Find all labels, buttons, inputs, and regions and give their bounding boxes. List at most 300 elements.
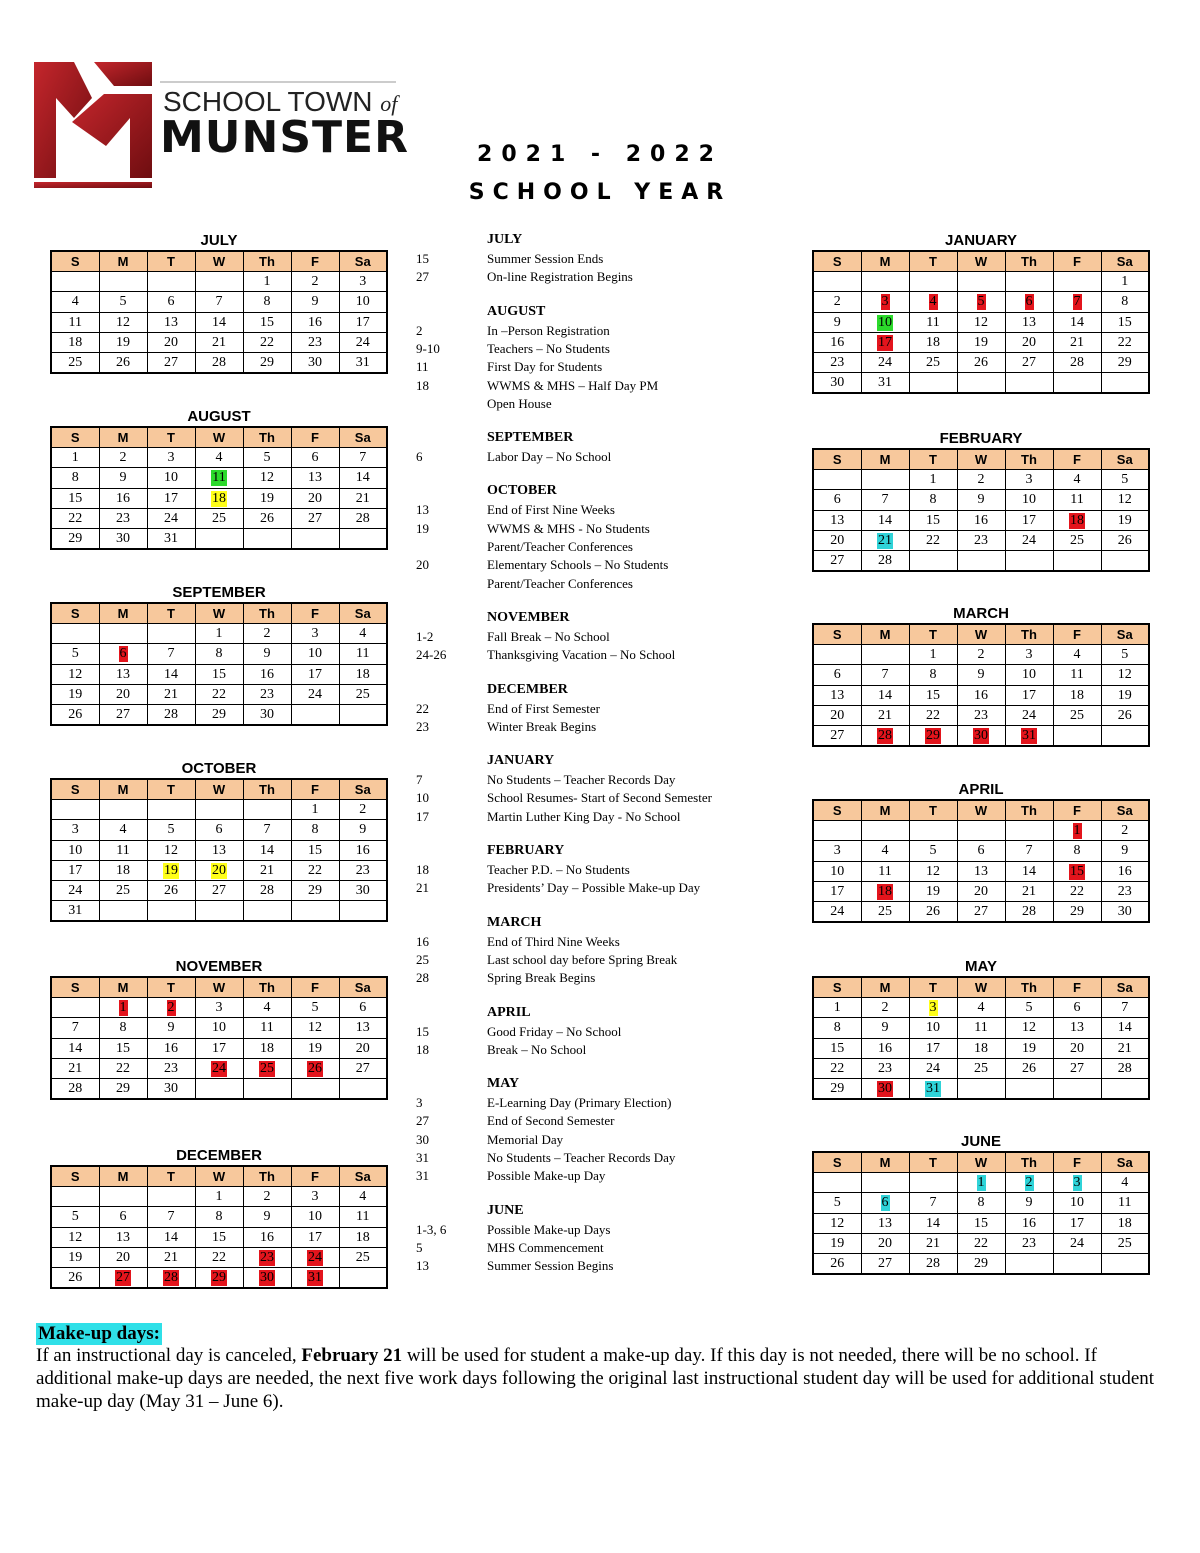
- day-header: T: [147, 779, 195, 800]
- highlighted-day: 6: [881, 1195, 889, 1211]
- calendar-july: [50, 232, 388, 374]
- day-cell: 31: [861, 373, 909, 394]
- day-cell: [51, 800, 99, 820]
- highlighted-day: 20: [212, 862, 226, 878]
- highlighted-day: 21: [878, 532, 892, 548]
- day-cell: 18: [339, 1227, 387, 1247]
- day-cell: 24: [291, 684, 339, 704]
- event-description: Memorial Day: [487, 1131, 564, 1147]
- day-cell: [243, 1078, 291, 1099]
- day-cell: 20: [957, 881, 1005, 901]
- day-header: S: [813, 251, 861, 272]
- day-cell: [1053, 1078, 1101, 1099]
- day-cell: 16: [291, 312, 339, 332]
- day-cell: [51, 1187, 99, 1207]
- day-header: Th: [243, 1166, 291, 1187]
- calendar-grid: [50, 778, 388, 922]
- month-name: FEBRUARY: [939, 430, 1023, 447]
- week-row: [813, 1253, 1149, 1274]
- event-date: 9-10: [416, 340, 440, 356]
- day-cell: 16: [813, 332, 861, 352]
- day-cell: 24: [909, 1058, 957, 1078]
- day-cell: [147, 860, 195, 880]
- day-cell: 25: [861, 901, 909, 922]
- day-cell: 17: [195, 1038, 243, 1058]
- highlighted-day: 18: [878, 883, 892, 899]
- day-cell: 11: [51, 312, 99, 332]
- day-cell: 7: [909, 1193, 957, 1213]
- day-cell: 7: [51, 1018, 99, 1038]
- highlighted-day: 11: [212, 470, 226, 486]
- day-cell: 6: [291, 448, 339, 468]
- week-row: [51, 1187, 387, 1207]
- calendar-grid: [50, 1165, 388, 1289]
- day-cell: 17: [813, 881, 861, 901]
- day-cell: [861, 312, 909, 332]
- day-cell: [195, 468, 243, 488]
- day-cell: 15: [243, 312, 291, 332]
- day-header: T: [909, 800, 957, 821]
- day-cell: [909, 272, 957, 292]
- day-cell: [909, 550, 957, 571]
- day-header: W: [195, 427, 243, 448]
- day-cell: 5: [909, 841, 957, 861]
- day-header: M: [99, 977, 147, 998]
- day-cell: [1005, 1253, 1053, 1274]
- day-cell: 7: [243, 820, 291, 840]
- day-cell: 8: [909, 665, 957, 685]
- day-cell: 8: [291, 820, 339, 840]
- day-cell: [1053, 861, 1101, 881]
- day-cell: 4: [339, 1187, 387, 1207]
- day-cell: [1005, 550, 1053, 571]
- week-row: [51, 644, 387, 664]
- day-cell: 22: [909, 705, 957, 725]
- day-cell: 13: [813, 685, 861, 705]
- day-cell: 13: [147, 312, 195, 332]
- day-cell: 30: [339, 880, 387, 900]
- day-cell: [1101, 1078, 1149, 1099]
- day-cell: 18: [1101, 1213, 1149, 1233]
- calendar-august: [50, 408, 388, 550]
- day-cell: [339, 1267, 387, 1288]
- day-cell: 13: [1053, 1018, 1101, 1038]
- day-cell: 8: [1053, 841, 1101, 861]
- day-cell: 8: [195, 644, 243, 664]
- event-date: 5: [416, 1239, 423, 1255]
- event-description: Elementary Schools – No Students: [487, 557, 669, 573]
- day-cell: 27: [957, 901, 1005, 922]
- day-cell: 1: [51, 448, 99, 468]
- day-cell: 10: [147, 468, 195, 488]
- day-cell: [195, 1078, 243, 1099]
- day-cell: 9: [243, 1207, 291, 1227]
- day-cell: 10: [813, 861, 861, 881]
- day-cell: [957, 821, 1005, 841]
- day-cell: 23: [99, 508, 147, 528]
- event-date: 2: [416, 322, 423, 338]
- day-cell: 9: [1101, 841, 1149, 861]
- highlighted-day: 7: [1073, 294, 1081, 310]
- day-cell: 12: [1101, 490, 1149, 510]
- day-cell: [51, 272, 99, 292]
- day-cell: [291, 704, 339, 725]
- day-cell: 3: [195, 998, 243, 1018]
- day-cell: 25: [909, 352, 957, 372]
- day-cell: 29: [291, 880, 339, 900]
- day-header: Th: [1005, 977, 1053, 998]
- day-cell: 8: [195, 1207, 243, 1227]
- day-cell: 20: [339, 1038, 387, 1058]
- calendar-grid: [50, 602, 388, 726]
- day-cell: 23: [291, 332, 339, 352]
- week-row: [51, 684, 387, 704]
- highlighted-day: 19: [164, 862, 178, 878]
- day-header: S: [51, 779, 99, 800]
- day-cell: 5: [291, 998, 339, 1018]
- day-cell: 6: [339, 998, 387, 1018]
- day-cell: 16: [1101, 861, 1149, 881]
- day-cell: 8: [909, 490, 957, 510]
- day-header: F: [291, 779, 339, 800]
- day-cell: 18: [957, 1038, 1005, 1058]
- day-cell: 15: [291, 840, 339, 860]
- week-row: [813, 821, 1149, 841]
- highlighted-day: 27: [116, 1270, 130, 1286]
- day-cell: [99, 901, 147, 922]
- day-cell: [861, 530, 909, 550]
- day-cell: 5: [147, 820, 195, 840]
- day-cell: 19: [291, 1038, 339, 1058]
- highlighted-day: 29: [926, 728, 940, 744]
- calendar-grid: [812, 448, 1150, 572]
- event-description: Spring Break Begins: [487, 970, 596, 986]
- day-cell: 21: [1101, 1038, 1149, 1058]
- day-cell: 28: [51, 1078, 99, 1099]
- day-cell: 3: [291, 624, 339, 644]
- day-cell: 10: [51, 840, 99, 860]
- day-header: T: [147, 603, 195, 624]
- day-cell: 25: [195, 508, 243, 528]
- day-cell: 21: [339, 488, 387, 508]
- day-header: Sa: [339, 603, 387, 624]
- day-cell: [813, 470, 861, 490]
- day-header: Th: [243, 977, 291, 998]
- day-cell: 19: [51, 1247, 99, 1267]
- day-cell: 18: [909, 332, 957, 352]
- day-cell: 12: [147, 840, 195, 860]
- day-cell: 10: [291, 644, 339, 664]
- day-header: F: [1053, 1152, 1101, 1173]
- highlighted-day: 26: [308, 1060, 322, 1076]
- calendar-grid: [812, 976, 1150, 1100]
- event-description: Thanksgiving Vacation – No School: [487, 647, 676, 663]
- day-cell: 18: [243, 1038, 291, 1058]
- day-header: W: [195, 251, 243, 272]
- day-cell: 24: [1005, 530, 1053, 550]
- day-cell: [339, 704, 387, 725]
- week-row: [51, 448, 387, 468]
- day-cell: 13: [1005, 312, 1053, 332]
- day-cell: 17: [147, 488, 195, 508]
- day-cell: 21: [195, 332, 243, 352]
- title-school-year: SCHOOL YEAR: [468, 180, 732, 205]
- event-description: E-Learning Day (Primary Election): [487, 1095, 672, 1111]
- day-cell: [195, 528, 243, 549]
- highlighted-day: 1: [119, 1000, 127, 1016]
- day-cell: 29: [1101, 352, 1149, 372]
- day-cell: 16: [1005, 1213, 1053, 1233]
- day-cell: [339, 901, 387, 922]
- event-description: No Students – Teacher Records Day: [487, 1150, 676, 1165]
- day-cell: 7: [147, 644, 195, 664]
- day-cell: 16: [339, 840, 387, 860]
- day-header: W: [195, 977, 243, 998]
- day-cell: 12: [1005, 1018, 1053, 1038]
- highlighted-day: 18: [212, 490, 226, 506]
- day-cell: 10: [1053, 1193, 1101, 1213]
- day-cell: [861, 725, 909, 746]
- day-header: W: [957, 1152, 1005, 1173]
- day-cell: [909, 292, 957, 312]
- week-row: [813, 550, 1149, 571]
- day-cell: 2: [291, 272, 339, 292]
- day-cell: [99, 1267, 147, 1288]
- day-header: Th: [1005, 1152, 1053, 1173]
- day-header: Th: [1005, 449, 1053, 470]
- event-date: 18: [416, 1041, 429, 1057]
- day-cell: 24: [339, 332, 387, 352]
- event-month-heading: JUNE: [487, 1202, 524, 1218]
- day-header: T: [147, 251, 195, 272]
- day-cell: 26: [957, 352, 1005, 372]
- day-cell: 4: [861, 841, 909, 861]
- day-cell: [51, 998, 99, 1018]
- highlighted-day: 17: [878, 334, 892, 350]
- day-cell: 6: [99, 1207, 147, 1227]
- event-date: 1-3, 6: [416, 1221, 447, 1237]
- day-cell: 24: [861, 352, 909, 372]
- day-cell: 16: [147, 1038, 195, 1058]
- day-header: Sa: [1101, 800, 1149, 821]
- week-row: [51, 998, 387, 1018]
- day-header: M: [861, 624, 909, 645]
- makeup-text-part2: will be used for student a make-up day. If this day is not needed, there will be no school. If additional make-up days are needed, the next five work days following the original last instructional student day will be used for additional student make-up day (May 31 – June 6).: [36, 1345, 1155, 1412]
- day-header: M: [861, 800, 909, 821]
- day-header: F: [291, 251, 339, 272]
- month-name: JUNE: [960, 1133, 1001, 1150]
- day-cell: 19: [813, 1233, 861, 1253]
- week-row: [813, 1213, 1149, 1233]
- day-cell: [957, 550, 1005, 571]
- day-cell: 14: [147, 1227, 195, 1247]
- day-cell: 2: [813, 292, 861, 312]
- day-header: M: [99, 251, 147, 272]
- day-cell: 2: [861, 998, 909, 1018]
- day-cell: [861, 645, 909, 665]
- calendar-october: [50, 760, 388, 922]
- day-cell: 23: [1101, 881, 1149, 901]
- day-header: Sa: [1101, 977, 1149, 998]
- day-cell: 11: [1101, 1193, 1149, 1213]
- day-cell: 23: [861, 1058, 909, 1078]
- day-cell: 22: [243, 332, 291, 352]
- day-header: S: [813, 977, 861, 998]
- day-cell: [861, 272, 909, 292]
- day-cell: [195, 488, 243, 508]
- day-cell: [909, 373, 957, 394]
- event-description: Teachers – No Students: [487, 340, 610, 356]
- day-cell: [813, 821, 861, 841]
- day-cell: 25: [957, 1058, 1005, 1078]
- day-header: Sa: [339, 251, 387, 272]
- day-cell: 2: [99, 448, 147, 468]
- school-name-line2: MUNSTER: [160, 112, 409, 163]
- week-row: [51, 488, 387, 508]
- day-cell: 14: [195, 312, 243, 332]
- event-description: On-line Registration Begins: [487, 269, 633, 285]
- day-cell: 29: [51, 528, 99, 549]
- day-cell: 3: [813, 841, 861, 861]
- event-description: End of First Nine Weeks: [487, 502, 615, 518]
- event-date: 18: [416, 862, 429, 877]
- event-description: Open House: [487, 395, 552, 411]
- day-cell: [99, 624, 147, 644]
- day-cell: 7: [1005, 841, 1053, 861]
- day-cell: 28: [339, 508, 387, 528]
- event-description: Teacher P.D. – No Students: [487, 862, 630, 877]
- day-cell: 21: [909, 1233, 957, 1253]
- calendar-april: [812, 781, 1150, 923]
- day-cell: 13: [813, 510, 861, 530]
- day-cell: 11: [339, 1207, 387, 1227]
- event-month-heading: JANUARY: [487, 753, 555, 769]
- day-cell: 11: [861, 861, 909, 881]
- makeup-text-bold: February 21: [301, 1345, 403, 1366]
- day-cell: 23: [339, 860, 387, 880]
- day-cell: 8: [243, 292, 291, 312]
- day-header: S: [51, 977, 99, 998]
- day-cell: 29: [813, 1078, 861, 1099]
- day-cell: 5: [813, 1193, 861, 1213]
- day-cell: 25: [339, 684, 387, 704]
- day-cell: 27: [99, 704, 147, 725]
- highlighted-day: 30: [878, 1081, 892, 1097]
- week-row: [51, 508, 387, 528]
- day-cell: 14: [339, 468, 387, 488]
- day-cell: 19: [909, 881, 957, 901]
- day-header: M: [99, 603, 147, 624]
- week-row: [813, 272, 1149, 292]
- day-header: T: [909, 251, 957, 272]
- day-cell: [1101, 550, 1149, 571]
- week-row: [51, 880, 387, 900]
- highlighted-day: 1: [1073, 823, 1081, 839]
- day-cell: 29: [99, 1078, 147, 1099]
- day-header: W: [957, 251, 1005, 272]
- day-cell: 20: [147, 332, 195, 352]
- month-name: JULY: [200, 232, 238, 249]
- day-cell: 24: [51, 880, 99, 900]
- day-cell: 17: [1053, 1213, 1101, 1233]
- month-name: SEPTEMBER: [172, 584, 266, 601]
- day-cell: 7: [147, 1207, 195, 1227]
- day-header: Sa: [339, 427, 387, 448]
- day-cell: 23: [813, 352, 861, 372]
- calendar-grid: [50, 976, 388, 1100]
- day-cell: [195, 800, 243, 820]
- day-cell: 8: [51, 468, 99, 488]
- day-cell: 13: [195, 840, 243, 860]
- day-cell: [99, 800, 147, 820]
- day-cell: 30: [1101, 901, 1149, 922]
- day-header: M: [861, 977, 909, 998]
- day-cell: 22: [291, 860, 339, 880]
- event-description: In –Person Registration: [487, 322, 610, 338]
- week-row: [51, 468, 387, 488]
- day-cell: 22: [1101, 332, 1149, 352]
- day-cell: [339, 528, 387, 549]
- event-description: Winter Break Begins: [487, 718, 597, 734]
- month-name: APRIL: [958, 781, 1004, 798]
- event-description: End of Third Nine Weeks: [487, 933, 620, 949]
- event-description: Parent/Teacher Conferences: [487, 539, 633, 554]
- event-month-heading: AUGUST: [487, 303, 546, 319]
- week-row: [813, 1038, 1149, 1058]
- calendar-grid: [50, 426, 388, 550]
- makeup-title: Make-up days:: [38, 1323, 160, 1344]
- week-row: [51, 1227, 387, 1247]
- day-cell: [861, 1078, 909, 1099]
- day-cell: [243, 528, 291, 549]
- day-cell: 4: [243, 998, 291, 1018]
- day-cell: [243, 1267, 291, 1288]
- highlighted-day: 4: [929, 294, 937, 310]
- day-cell: 4: [1053, 470, 1101, 490]
- day-header: M: [861, 449, 909, 470]
- calendar-grid: [812, 799, 1150, 923]
- day-cell: 9: [1005, 1193, 1053, 1213]
- day-cell: [957, 272, 1005, 292]
- day-header: F: [291, 603, 339, 624]
- event-date: 21: [416, 880, 429, 896]
- day-cell: [1053, 373, 1101, 394]
- day-cell: 23: [147, 1058, 195, 1078]
- event-date: 16: [416, 933, 429, 949]
- day-cell: 19: [1101, 685, 1149, 705]
- event-description: Parent/Teacher Conferences: [487, 575, 633, 591]
- day-cell: 24: [1053, 1233, 1101, 1253]
- day-cell: 27: [195, 880, 243, 900]
- day-cell: [195, 901, 243, 922]
- day-cell: [99, 644, 147, 664]
- day-cell: 12: [51, 1227, 99, 1247]
- day-cell: 12: [51, 664, 99, 684]
- week-row: [51, 312, 387, 332]
- event-month-heading: OCTOBER: [487, 483, 557, 499]
- day-cell: 25: [1053, 530, 1101, 550]
- event-date: 25: [416, 951, 429, 967]
- day-cell: 1: [243, 272, 291, 292]
- day-cell: 14: [1005, 861, 1053, 881]
- highlighted-day: 28: [164, 1270, 178, 1286]
- week-row: [51, 1058, 387, 1078]
- day-header: Th: [243, 251, 291, 272]
- event-date: 11: [416, 359, 429, 375]
- day-header: Sa: [1101, 251, 1149, 272]
- day-cell: 26: [51, 1267, 99, 1288]
- day-cell: 24: [813, 901, 861, 922]
